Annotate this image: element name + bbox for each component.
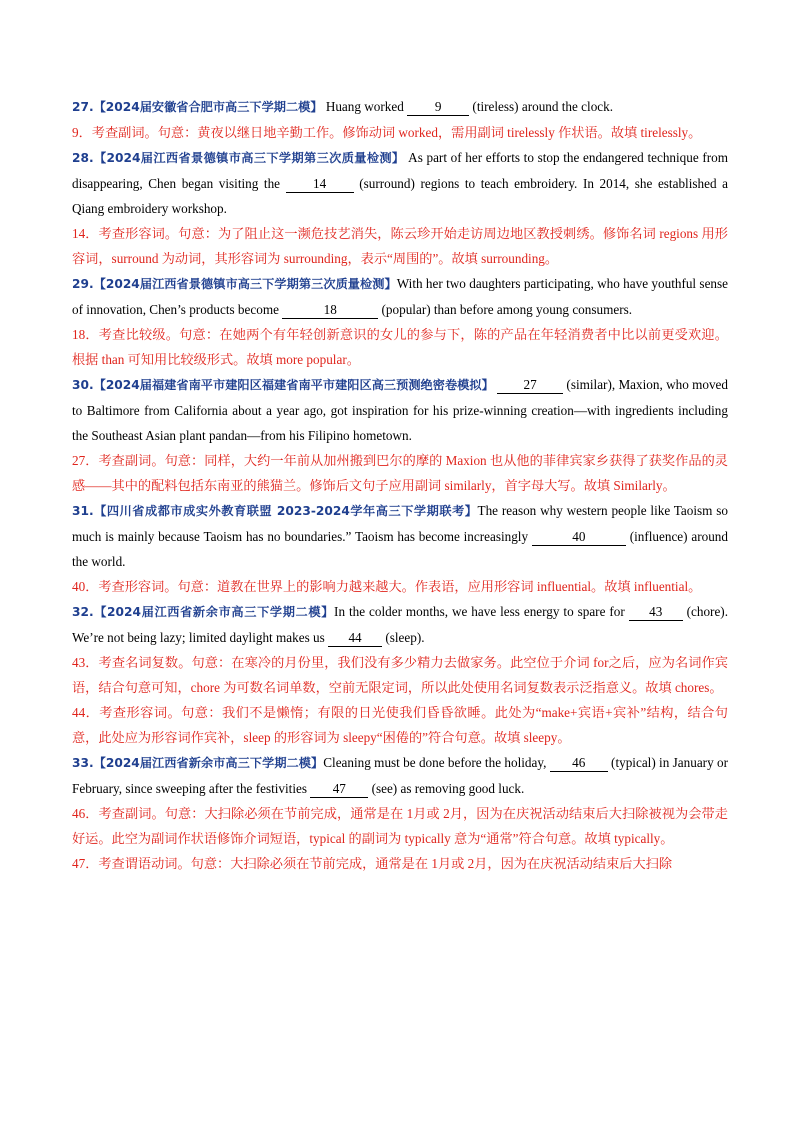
- question-text: As part of her efforts to stop the endangered technique from disappearing, Chen began visiting the: [72, 150, 729, 191]
- question-text: Cleaning must be done before the holiday,: [323, 755, 550, 770]
- question-text: In the colder months, we have less energy to spare for: [334, 604, 629, 619]
- question-number: 30.: [72, 378, 94, 392]
- answer-blank: 18: [282, 301, 378, 319]
- answer-explanation: 18．考查比较级。句意：在她两个有年轻创新意识的女儿的参与下，陈的产品在年轻消费者中比以前更受欢迎。根据 than 可知用比较级形式。故填 more popular。: [72, 327, 728, 367]
- question-source: 【四川省成都市成实外教育联盟 2023-2024学年高三下学期联考】: [93, 504, 478, 518]
- answer-blank: 44: [328, 629, 382, 647]
- question-source: 【2024届江西省景德镇市高三下学期第三次质量检测】: [93, 277, 397, 291]
- question-30: [72, 372, 728, 498]
- question-text: (tireless) around the clock.: [469, 99, 614, 114]
- question-text: (influence) around the world.: [72, 529, 728, 569]
- question-source: 【2024届安徽省合肥市高三下学期二模】: [93, 100, 323, 114]
- answer-blank: 14: [286, 175, 354, 193]
- question-source: 【2024届福建省南平市建阳区福建省南平市建阳区高三预测绝密卷模拟】: [93, 378, 494, 392]
- answer-blank: 43: [629, 603, 683, 621]
- question-32: [72, 599, 728, 750]
- question-number: 28.: [72, 151, 94, 165]
- question-source: 【2024届江西省新余市高三下学期二模】: [93, 756, 324, 770]
- question-28: [72, 145, 728, 271]
- question-number: 31.: [72, 504, 94, 518]
- answer-blank: 27: [497, 376, 563, 394]
- question-27: [72, 94, 728, 145]
- answer-explanation: 46．考查副词。句意：大扫除必须在节前完成，通常是在 1月或 2月，因为在庆祝活动结束后大扫除被视为会带走好运。此空为副词作状语修饰介词短语，typical 的副词为 typically 意为“通常”符合句意。故填 typically。: [72, 806, 728, 846]
- answer-blank: 40: [532, 528, 626, 546]
- answer-blank: 9: [407, 98, 469, 116]
- question-number: 33.: [72, 756, 94, 770]
- answer-explanation: 47．考查谓语动词。句意：大扫除必须在节前完成，通常是在 1月或 2月，因为在庆祝活动结束后大扫除: [72, 856, 673, 871]
- answer-blank: 47: [310, 780, 368, 798]
- question-33: [72, 750, 728, 876]
- document-page: [72, 94, 728, 876]
- answer-explanation: 43．考查名词复数。句意：在寒冷的月份里，我们没有多少精力去做家务。此空位于介词 for之后，应为名词作宾语，结合句意可知，chore 为可数名词单数，空前无限定词，所以此处使用名词复数表示泛指意义。故填 chores。: [72, 655, 728, 695]
- question-text: (sleep).: [382, 630, 425, 645]
- question-number: 32.: [72, 605, 94, 619]
- question-number: 29.: [72, 277, 94, 291]
- question-source: 【2024届江西省新余市高三下学期二模】: [93, 605, 335, 619]
- question-text: Huang worked: [322, 99, 408, 114]
- question-text: (surround) regions to teach embroidery. In 2014, she established a Qiang embroidery workshop.: [72, 176, 728, 216]
- question-number: 27.: [72, 100, 94, 114]
- answer-blank: 46: [550, 754, 608, 772]
- question-text: (see) as removing good luck.: [368, 781, 525, 796]
- question-text: The reason why western people like Taoism so much is mainly because Taoism has no boundaries.” Taoism has become increasingly: [72, 503, 728, 544]
- question-text: (typical) in January or February, since sweeping after the festivities: [72, 755, 728, 796]
- question-text: (popular) than before among young consumers.: [378, 302, 633, 317]
- question-source: 【2024届江西省景德镇市高三下学期第三次质量检测】: [93, 151, 405, 165]
- question-31: [72, 498, 728, 599]
- question-29: [72, 271, 728, 372]
- answer-explanation: 9．考查副词。句意：黄夜以继日地辛勤工作。修饰动词 worked，需用副词 tirelessly 作状语。故填 tirelessly。: [72, 125, 702, 140]
- question-text: (similar), Maxion, who moved to Baltimore from California about a year ago, got inspiration for his prize-winning creation—with ingredients including the Southeast Asian plant pandan—from his Filipino hometown.: [72, 377, 729, 443]
- answer-explanation: 44．考查形容词。句意：我们不是懒惰；有限的日光使我们昏昏欲睡。此处为“make+宾语+宾补”结构，结合句意，此处应为形容词作宾补，sleep 的形容词为 sleepy“困倦的”符合句意。故填 sleepy。: [72, 705, 728, 745]
- answer-explanation: 27．考查副词。句意：同样，大约一年前从加州搬到巴尔的摩的 Maxion 也从他的菲律宾家乡获得了获奖作品的灵感——其中的配料包括东南亚的熊猫兰。修饰后文句子应用副词 similarly，首字母大写。故填 Similarly。: [72, 453, 728, 493]
- question-text: (chore). We’re not being lazy; limited daylight makes us: [72, 604, 728, 645]
- answer-explanation: 14．考查形容词。句意：为了阻止这一濒危技艺消失，陈云珍开始走访周边地区教授刺绣。修饰名词 regions 用形容词，surround 为动词，其形容词为 surrounding，表示“周围的”。故填 surrounding。: [72, 226, 728, 266]
- answer-explanation: 40．考查形容词。句意：道教在世界上的影响力越来越大。作表语，应用形容词 influential。故填 influential。: [72, 579, 702, 594]
- question-text: With her two daughters participating, who have youthful sense of innovation, Chen’s products become: [72, 276, 729, 317]
